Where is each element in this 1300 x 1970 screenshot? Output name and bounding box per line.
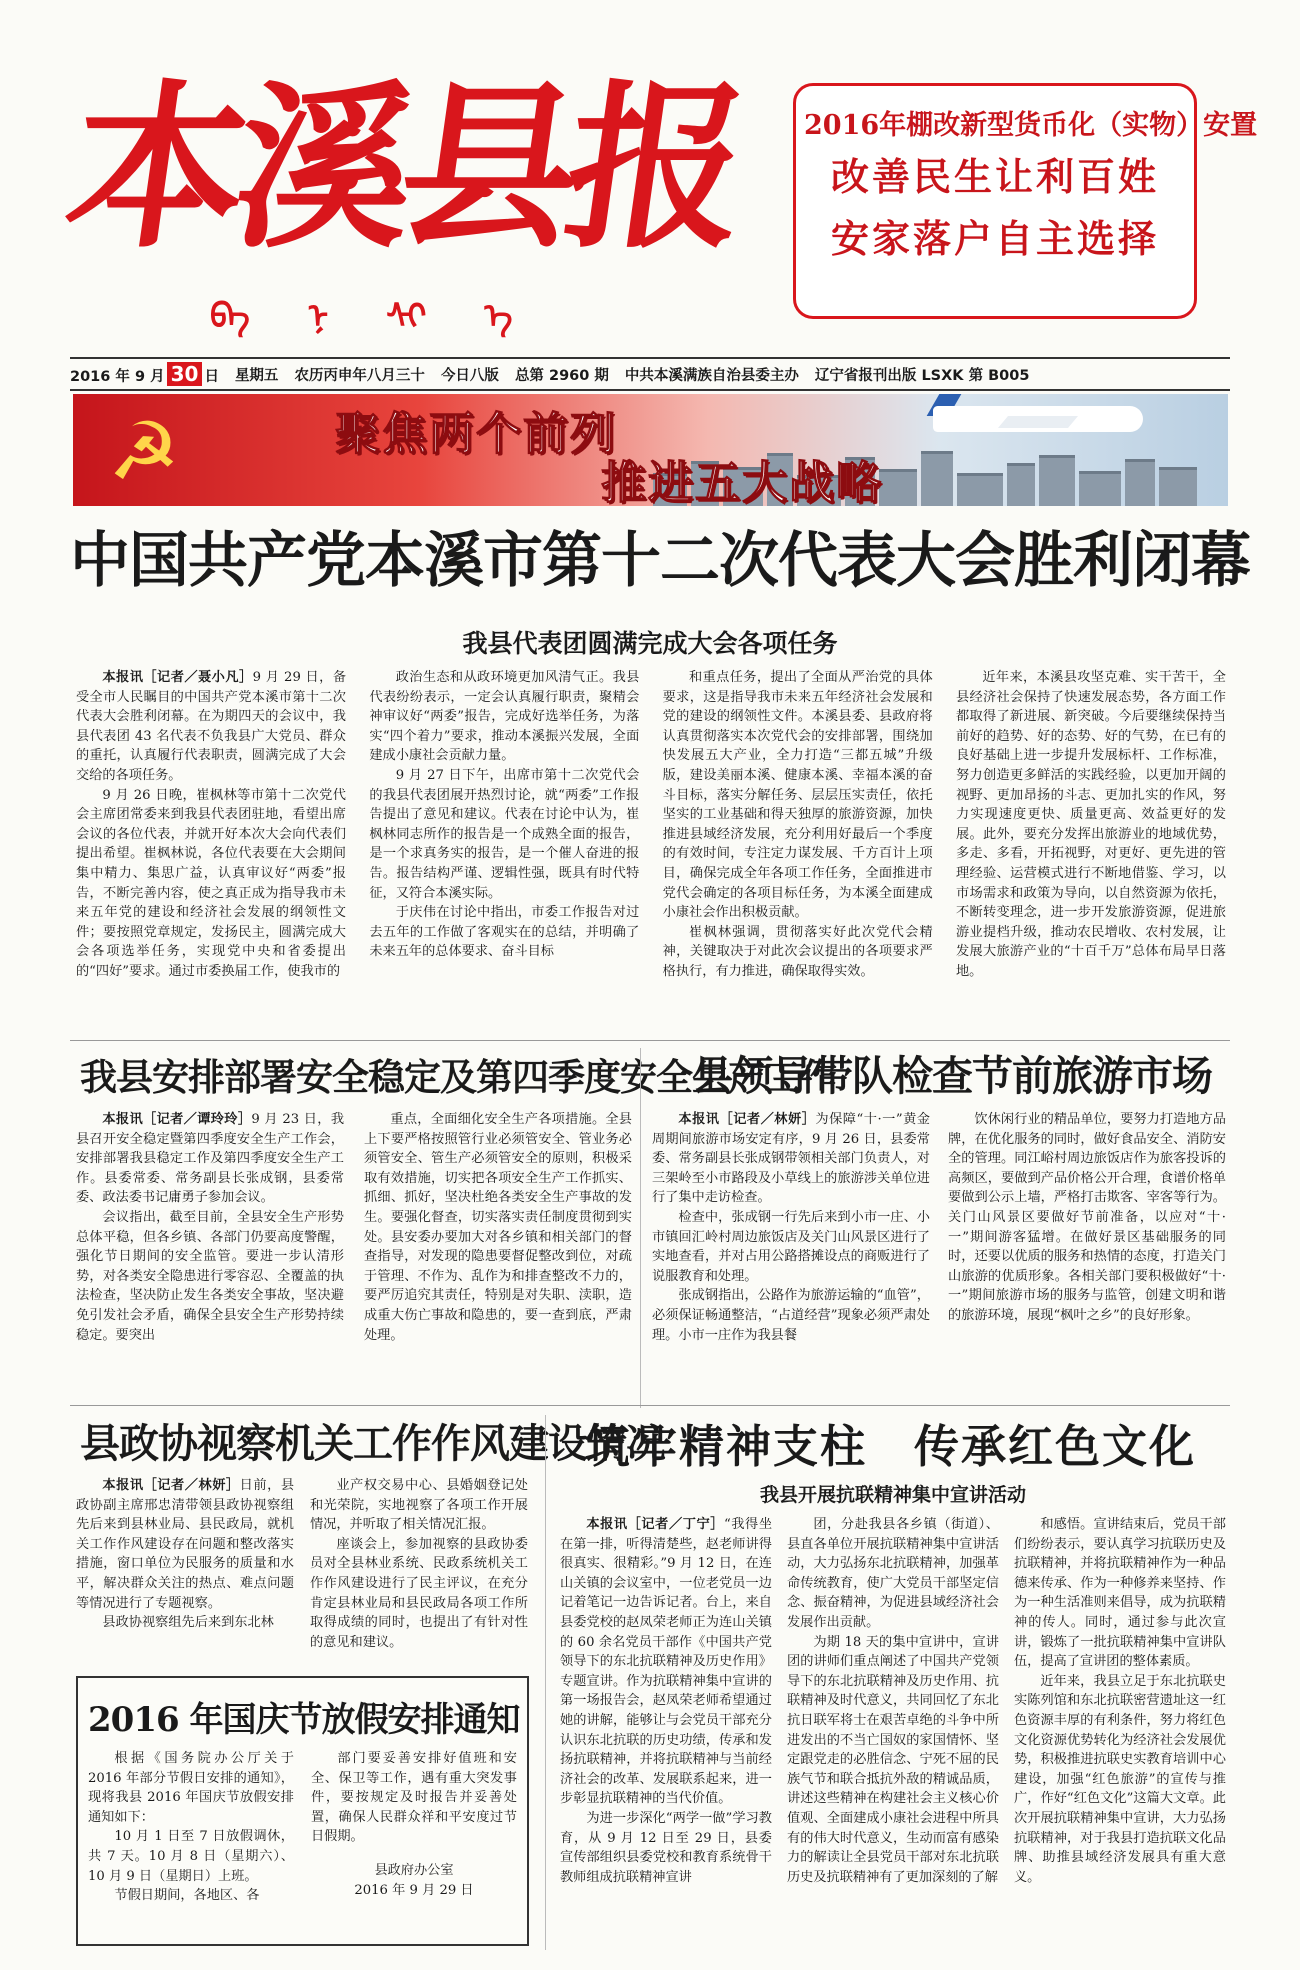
cppcc-column-2 — [310, 1476, 528, 1666]
section-divider — [70, 1405, 1230, 1406]
paragraph-text: 重点，全面细化安全生产各项措施。全县上下要严格按照管行业必须管安全、管业务必须管安全、管生产必须管安全的原则，积极采取有效措施，切实把各项安全生产工作抓实、抓细、抓好，坚决杜绝各类安全生产事故的发生。要强化督查，切实落实责任制度贯彻到实处。县安委办要加大对各乡镇和相关部门的督查指导，对发现的隐患要督促整改到位，对疏于管理、不作为、乱作为和排查整改不力的，要严厉追究其责任，特别是对失职、渎职，造成重大伤亡事故和隐患的，要一查到底，严肃处理。 — [364, 1112, 632, 1343]
paragraph-text: 业产权交易中心、县婚姻登记处和光荣院，实地视察了各项工作开展情况，并听取了相关情况汇报。 — [310, 1478, 528, 1533]
paragraph-text: 近年来，本溪县攻坚克难、实干苦干，全县经济社会保持了快速发展态势，各方面工作都取得了新进展、新突破。今后要继续保持当前好的趋势、好的态势、好的气势，在已有的良好基础上进一步提升发展标杆、工作标准，努力创造更多鲜活的实践经验，以更加开阔的视野、更加昂扬的斗志、更加扎实的作风，努力实现速度更快、质量更高、效益更好的发展。此外，要充分发挥出旅游业的地域优势，多走、多看，开拓视野，对更好、更先进的管理经验、运营模式进行不断地借鉴、学习，以市场需求和政策为导向，以自然资源为依托，不断转变理念，进一步开发旅游资源，促进旅游业提档升级，推动农民增收、农村发展，让发展大旅游产业的“十百千万”总体布局早日落地。 — [955, 670, 1226, 979]
section-divider — [70, 1040, 1230, 1041]
paragraph-text: 近年来，我县立足于东北抗联史实陈列馆和东北抗联密营遗址这一红色资源丰厚的有利条件，努力将红色文化资源优势转化为经济社会发展优势，积极推进抗联史实教育培训中心建设，加强“红色旅游”的宣传与推广，作好“红色文化”这篇大文章。此次开展抗联精神集中宣讲，大力弘扬抗联精神，对于我县打造抗联文化品牌、助推县域经济发展具有重大意义。 — [1014, 1673, 1226, 1885]
paragraph — [369, 668, 639, 766]
paragraph — [310, 1476, 528, 1535]
column-divider — [640, 1048, 641, 1408]
paragraph — [76, 668, 346, 786]
paragraph — [76, 1208, 344, 1345]
slogan-line-1: 聚焦两个前列 — [335, 407, 618, 460]
paragraph — [1014, 1515, 1226, 1672]
slogan-banner — [73, 394, 1228, 506]
date-day: 30 — [167, 362, 203, 386]
lead-subhead: 我县代表团圆满完成大会各项任务 — [462, 629, 838, 658]
masthead — [55, 63, 749, 272]
byline: 本报讯［记者／聂小凡］ — [102, 670, 253, 685]
paragraph — [560, 1515, 772, 1809]
paragraph — [364, 1110, 632, 1345]
holiday-notice-box — [76, 1676, 529, 1946]
paragraph — [652, 1286, 930, 1345]
license-number: 辽宁省报刊出版 LSXK 第 B005 — [814, 367, 1030, 384]
paragraph — [88, 1886, 294, 1906]
paragraph — [76, 1613, 294, 1633]
column-divider — [545, 1415, 546, 1950]
mongolian-glyph: ᠪᠡ — [210, 297, 250, 337]
paragraph-text: 9 月 23 日，我县召开安全稳定暨第四季度安全生产工作会，安排部署我县稳定工作及第四季度安全生产工作。县委常委、常务副县长张成钢，县委常委、政法委书记庸勇子参加会议。 — [76, 1112, 344, 1206]
paragraph-text: 团，分赴我县各乡镇（街道）、县直各单位开展抗联精神集中宣讲活动，大力弘扬东北抗联精神，加强革命传统教育，使广大党员干部坚定信念、振奋精神，为促进县域经济社会发展作出贡献。 — [787, 1517, 999, 1630]
mongolian-glyph: ᠰᠢ — [386, 297, 427, 337]
lead-headline: 中国共产党本溪市第十二次代表大会胜利闭幕 — [70, 526, 1250, 596]
paragraph-text: 部门要妥善安排好值班和安全、保卫等工作，遇有重大突发事件，要按规定及时报告并妥善处置，确保人民群众祥和平安度过节日假期。 — [311, 1751, 517, 1845]
paragraph-text: 张成钢指出，公路作为旅游运输的“血管”，必须保证畅通整洁，“占道经营”现象必须严肃处理。小市一庄作为我县餐 — [652, 1288, 930, 1343]
paragraph — [311, 1749, 517, 1847]
safety-article-body — [76, 1110, 632, 1400]
date — [70, 361, 219, 387]
paragraph — [310, 1535, 528, 1653]
airplane-wing — [998, 416, 1078, 428]
paragraph-text: 崔枫林强调，贯彻落实好此次党代会精神，关键取决于对此次会议提出的各项要求严格执行，有力推进，确保取得实效。 — [662, 924, 933, 979]
holiday-notice-title: 2016 年国庆节放假安排通知 — [88, 1700, 520, 1740]
issue-number: 总第 2960 期 — [514, 367, 609, 384]
paragraph — [1014, 1672, 1226, 1888]
date-prefix: 2016 年 9 月 — [70, 369, 165, 385]
paragraph-text: 根据《国务院办公厅关于 2016 年部分节假日安排的通知》，现将我县 2016 年国庆节放假安排通知如下： — [88, 1751, 294, 1825]
paragraph — [948, 1110, 1226, 1326]
paragraph-text: 于庆伟在讨论中指出，市委工作报告对过去五年的工作做了客观实在的总结，并明确了未来五年的总体要求、奋斗目标 — [369, 905, 640, 960]
paragraph-text: 座谈会上，参加视察的县政协委员对全县林业系统、民政系统机关工作作风建设进行了民主评议，在充分肯定县林业局和县民政局各项工作所取得成绩的同时，也提出了有针对性的意见和建议。 — [310, 1536, 528, 1650]
slogan-line-2: 推进五大战略 — [601, 456, 884, 506]
page-count: 今日八版 — [440, 367, 499, 384]
dateline — [70, 357, 1230, 391]
weekday: 星期五 — [234, 367, 279, 384]
byline: 本报讯［记者／谭玲玲］ — [102, 1112, 252, 1127]
redculture-column-1 — [560, 1515, 772, 1945]
lead-column-1 — [76, 668, 346, 1048]
paragraph — [663, 668, 933, 923]
paragraph-text: 和感悟。宣讲结束后，党员干部们纷纷表示，要认真学习抗联历史及抗联精神，并将抗联精神作为一种品德来传承、作为一种修养来坚持、作为一种生活准则来倡导，成为抗联精神的传人。同时，通过参与此次宣讲，锻炼了一批抗联精神集中宣讲队伍，提高了宣讲团的整体素质。 — [1014, 1517, 1226, 1670]
redculture-column-2 — [787, 1515, 999, 1945]
cppcc-column-1 — [76, 1476, 294, 1666]
ad-line-2: 改善民生让利百姓 — [830, 154, 1159, 199]
paragraph-text: 9 月 26 日晚，崔枫林等市第十二次党代会主席团常委来到我县代表团驻地，看望出席会议的各位代表，并就开好本次大会向代表们提出希望。崔枫林说，各位代表要在大会期间集中精力、集思广益，认真审议好“两委”报告，不断完善内容，使之真正成为指导我市未来五年党的建设和经济社会发展的纲领性文件；要按照党章规定，发扬民主，圆满完成大会各项选举任务，实现党中央和省委提出的“四好”要求。通过市委换届工作，使我市的 — [76, 787, 346, 979]
paragraph — [88, 1827, 294, 1886]
paragraph — [787, 1633, 999, 1888]
housing-ad-box — [793, 83, 1258, 319]
redculture-subhead: 我县开展抗联精神集中宣讲活动 — [759, 1484, 1026, 1506]
cppcc-headline: 县政协视察机关工作作风建设情况 — [80, 1420, 665, 1467]
byline: 本报讯［记者／丁宁］ — [586, 1517, 724, 1532]
tourism-article-body — [652, 1110, 1226, 1400]
lead-column-3 — [663, 668, 933, 1048]
paragraph — [76, 786, 346, 982]
lead-article-body — [76, 668, 1226, 1048]
cppcc-article-body — [76, 1476, 528, 1666]
holiday-column-2 — [311, 1749, 517, 1939]
paragraph-text: “我得坐在第一排，听得清楚些，赵老师讲得很真实、很精彩。”9 月 12 日，在连山关镇的会议室中，一位老党员一边记着笔记一边告诉记者。台上，来自县委党校的赵凤荣老师正为连山关镇的 60 余名党员干部作《中国共产党领导下的东北抗联精神及历史作用》专题宣讲。作为抗联精神集中宣讲的第一场报告会，赵凤荣老师希望通过她的讲解，能够让与会党员干部充分认识东北抗联的历史功绩，传承和发扬抗联精神，并将抗联精神与当前经济社会的改革、发展联系起来，进一步彰显抗联精神的当代价值。 — [560, 1517, 772, 1807]
paragraph-text: 10 月 1 日至 7 日放假调休，共 7 天。10 月 8 日（星期六）、10 月 9 日（星期日）上班。 — [88, 1829, 294, 1884]
paragraph — [369, 766, 639, 903]
safety-column-1 — [76, 1110, 344, 1400]
safety-headline: 我县安排部署安全稳定及第四季度安全生产工作 — [80, 1055, 836, 1099]
paragraph-text: 为保障“十·一”黄金周期间旅游市场安定有序，9 月 26 日，县委常委、常务副县长张成钢带领相关部门负责人，对三架岭至小市路段及小草线上的旅游涉关单位进行了集中走访检查。 — [652, 1112, 930, 1206]
paragraph — [652, 1110, 930, 1208]
publisher: 中共本溪满族自治县委主办 — [624, 367, 799, 384]
date-suffix: 日 — [204, 369, 219, 385]
paragraph-text: 为进一步深化“两学一做”学习教育，从 9 月 12 日至 29 日，县委宣传部组织县委党校和教育系统骨干教师组成抗联精神宣讲 — [560, 1810, 772, 1885]
holiday-notice-body — [88, 1749, 517, 1939]
ad-line-1: 2016年棚改新型货币化（实物）安置 — [804, 110, 1258, 141]
paragraph — [76, 1476, 294, 1613]
masthead-title: 本溪县报 — [55, 63, 749, 272]
paragraph-text: 节假日期间，各地区、各 — [114, 1888, 260, 1904]
byline: 本报讯［记者／林妍］ — [102, 1478, 240, 1493]
byline: 本报讯［记者／林妍］ — [678, 1112, 816, 1127]
paragraph-text: 县政协视察组先后来到东北林 — [102, 1615, 274, 1631]
safety-column-2 — [364, 1110, 632, 1400]
tourism-headline: 县领导带队检查节前旅游市场 — [692, 1052, 1212, 1100]
lunar-date: 农历丙申年八月三十 — [294, 367, 425, 384]
redculture-article-body — [560, 1515, 1226, 1945]
redculture-column-3 — [1014, 1515, 1226, 1945]
signoff-org: 县政府办公室 — [374, 1862, 454, 1878]
paragraph-text: 日前，县政协副主席邢忠清带领县政协视察组先后来到县林业局、县民政局，就机关工作作风建设存在问题和整改落实措施，窗口单位为民服务的质量和水平，解决群众关注的热点、难点问题等情况进行了专题视察。 — [76, 1478, 294, 1611]
mongolian-glyph: ᠨ — [307, 297, 329, 337]
paragraph-text: 和重点任务，提出了全面从严治党的具体要求，这是指导我市未来五年经济社会发展和党的建设的纲领性文件。本溪县委、县政府将认真贯彻落实本次党代会的安排部署，围绕加快发展五大产业，全力打造“三都五城”升级版，建设美丽本溪、健康本溪、幸福本溪的奋斗目标，落实分解任务、层层压实责任，依托坚实的工业基础和得天独厚的旅游资源，加快推进县域经济发展，充分利用好最后一个季度的有效时间，专注定力谋发展、千方百计上项目，确保完成全年各项工作任务，全面推进市党代会确定的各项目标任务，为本溪全面建成小康社会作出积极贡献。 — [662, 670, 933, 921]
tourism-column-1 — [652, 1110, 930, 1400]
lead-column-4 — [956, 668, 1226, 1048]
holiday-column-1 — [88, 1749, 294, 1939]
paragraph-text: 政治生态和从政环境更加风清气正。我县代表纷纷表示，一定会认真履行职责，聚精会神审议好“两委”报告，完成好选举任务，为落实“四个着力”要求，推动本溪振兴发展，全面建成小康社会贡献力量。 — [369, 670, 640, 764]
paragraph — [76, 1110, 344, 1208]
paragraph — [560, 1809, 772, 1887]
paragraph — [369, 903, 639, 962]
paragraph-text: 饮休闲行业的精品单位，要努力打造地方品牌，在优化服务的同时，做好食品安全、消防安全的管理。同江峪村周边旅饭店作为旅客投诉的高频区，要做到产品价格公开合理，食谱价格单要做到公示上墙，严格打击欺客、宰客等行为。关门山风景区要做好节前准备，以应对“十·一”期间游客猛增。在做好景区基础服务的同时，还要以优质的服务和热情的态度，打造关门山旅游的优质形象。各相关部门要积极做好“十·一”期间旅游市场的服务与监管，创建文明和谐的旅游环境，展现“枫叶之乡”的良好形象。 — [948, 1112, 1226, 1323]
paragraph — [663, 923, 933, 982]
signoff-date: 2016 年 9 月 29 日 — [354, 1882, 474, 1898]
ad-line-3: 安家落户自主选择 — [830, 216, 1159, 261]
lead-column-2 — [369, 668, 639, 1048]
paragraph-text: 会议指出，截至目前，全县安全生产形势总体平稳，但各乡镇、各部门仍要高度警醒，强化节日期间的安全监管。要进一步认清形势，对各类安全隐患进行零容忍、全覆盖的执法检查，坚决防止发生各类安全事故，坚决避免引发社会矛盾，确保全县安全生产形势持续稳定。要突出 — [76, 1209, 344, 1343]
paragraph — [652, 1208, 930, 1286]
redculture-headline: 筑牢精神支柱 传承红色文化 — [585, 1420, 1197, 1473]
paragraph — [787, 1515, 999, 1633]
hammer-sickle-icon: ☭ — [108, 405, 180, 498]
paragraph-text: 9 月 29 日，备受全市人民瞩目的中国共产党本溪市第十二次代表大会胜利闭幕。在为期四天的会议中，我县代表团 43 名代表不负我县广大党员、群众的重托，认真履行代表职责，圆满完成了大会交给的各项任务。 — [76, 670, 346, 783]
mongolian-masthead — [210, 278, 513, 337]
paragraph — [88, 1749, 294, 1827]
paragraph-text: 为期 18 天的集中宣讲中，宣讲团的讲师们重点阐述了中国共产党领导下的东北抗联精神及历史作用、抗联精神及时代意义，共同回忆了东北抗日联军将士在艰苦卓绝的斗争中所进发出的不当亡国奴的家国情怀、坚定跟党走的必胜信念、宁死不屈的民族气节和联合抵抗外敌的精诚品质，讲述这些精神在构建社会主义核心价值观、全面建成小康社会进程中所具有的伟大时代意义，生动而富有感染力的解读让全县党员干部对东北抗联历史及抗联精神有了更加深刻的了解 — [787, 1634, 999, 1885]
paragraph-text: 检查中，张成钢一行先后来到小市一庄、小市镇回汇岭村周边旅饭店及关门山风景区进行了实地查看，并对占用公路搭摊设点的商贩进行了说服教育和处理。 — [652, 1209, 930, 1284]
mongolian-glyph: ᠡ — [484, 297, 513, 337]
paragraph — [956, 668, 1226, 982]
paragraph-text: 9 月 27 日下午，出席市第十二次党代会的我县代表团展开热烈讨论，就“两委”工作报告提出了意见和建议。代表在讨论中认为，崔枫林同志所作的报告是一个成熟全面的报告，是一个求真务实的报告，是一个催人奋进的报告。报告结构严谨、逻辑性强，既具有时代特征，又符合本溪实际。 — [369, 767, 640, 901]
tourism-column-2 — [948, 1110, 1226, 1400]
